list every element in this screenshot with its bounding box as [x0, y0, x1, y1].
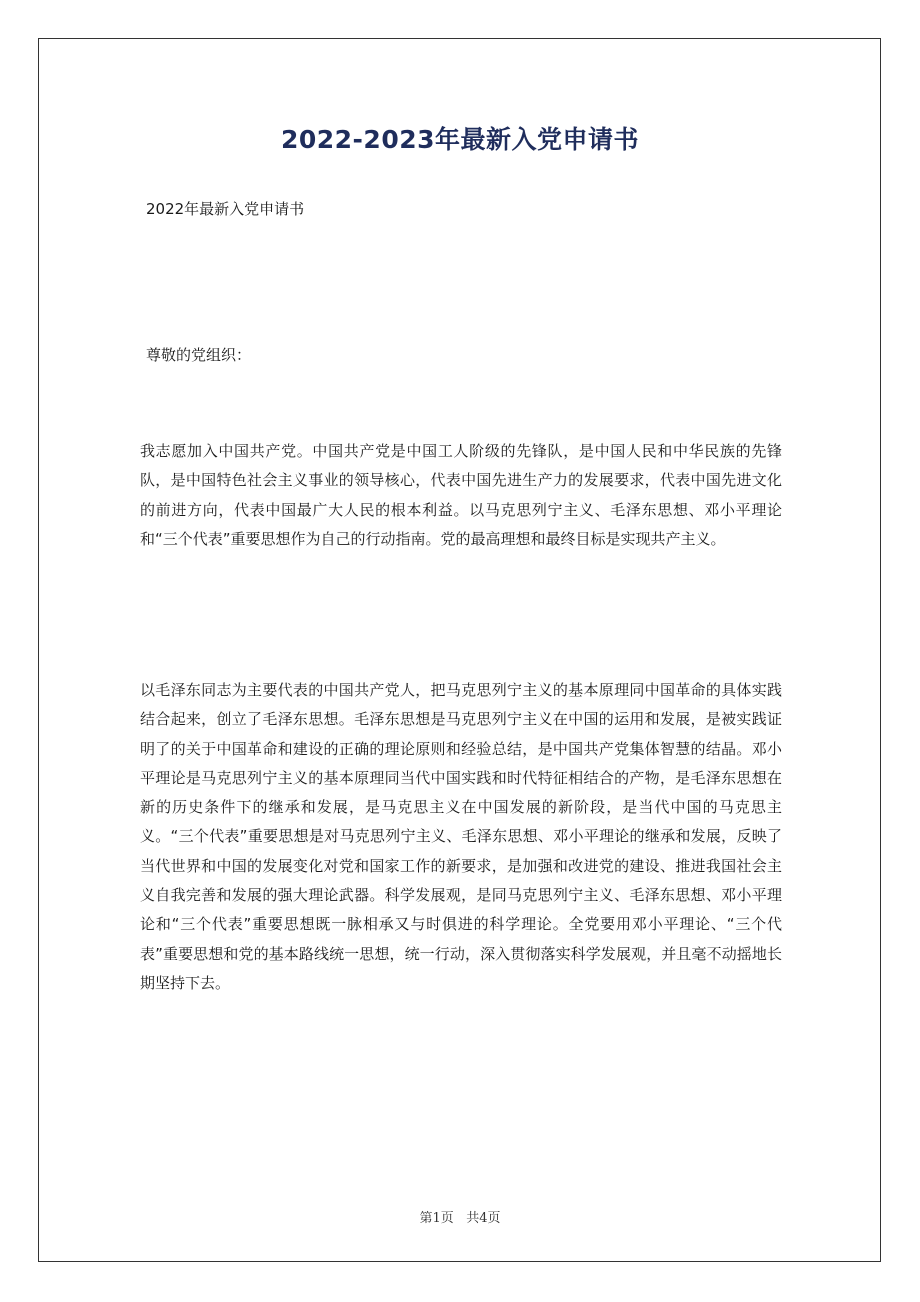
salutation: 尊敬的党组织：	[146, 346, 252, 364]
page-total: 共4页	[466, 1211, 501, 1226]
document-title: 2022-2023年最新入党申请书	[280, 125, 640, 154]
page-number: 第1页	[419, 1211, 454, 1226]
document-subtitle: 2022年最新入党申请书	[146, 200, 305, 218]
page-footer	[0, 1207, 920, 1226]
paragraph-1: 我志愿加入中国共产党。中国共产党是中国工人阶级的先锋队，是中国人民和中华民族的先锋队，是中国特色社会主义事业的领导核心，代表中国先进生产力的发展要求，代表中国先进文化的前进方向，代表中国最广大人民的根本利益。以马克思列宁主义、毛泽东思想、邓小平理论和“三个代表”重要思想作为自己的行动指南。党的最高理想和最终目标是实现共产主义。	[140, 442, 782, 548]
page-frame	[38, 38, 881, 1262]
paragraph-2: 以毛泽东同志为主要代表的中国共产党人，把马克思列宁主义的基本原理同中国革命的具体实践结合起来，创立了毛泽东思想。毛泽东思想是马克思列宁主义在中国的运用和发展，是被实践证明了的关于中国革命和建设的正确的理论原则和经验总结，是中国共产党集体智慧的结晶。邓小平理论是马克思列宁主义的基本原理同当代中国实践和时代特征相结合的产物，是毛泽东思想在新的历史条件下的继承和发展，是马克思主义在中国发展的新阶段，是当代中国的马克思主义。“三个代表”重要思想是对马克思列宁主义、毛泽东思想、邓小平理论的继承和发展，反映了当代世界和中国的发展变化对党和国家工作的新要求，是加强和改进党的建设、推进我国社会主义自我完善和发展的强大理论武器。科学发展观，是同马克思列宁主义、毛泽东思想、邓小平理论和“三个代表”重要思想既一脉相承又与时俱进的科学理论。全党要用邓小平理论、“三个代表”重要思想和党的基本路线统一思想，统一行动，深入贯彻落实科学发展观，并且毫不动摇地长期坚持下去。	[140, 681, 782, 992]
